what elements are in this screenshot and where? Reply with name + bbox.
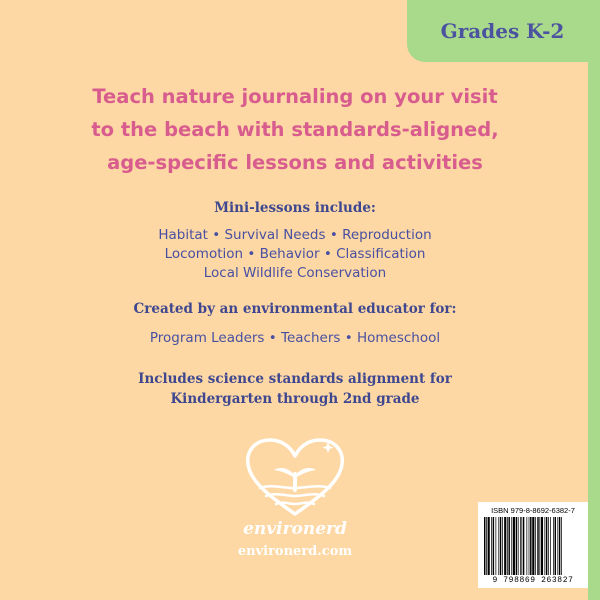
barcode-bar — [518, 517, 519, 575]
barcode-bar — [496, 517, 497, 575]
barcode-bar — [550, 517, 551, 575]
mini-lessons-line: Habitat • Survival Needs • Reproduction — [158, 227, 432, 243]
mini-lessons-title: Mini-lessons include: — [214, 200, 376, 216]
barcode-bar — [541, 517, 543, 575]
isbn-label: ISBN 979-8-8692-6382-7 — [491, 506, 575, 515]
barcode-bar — [513, 517, 515, 575]
barcode-bar — [493, 517, 494, 575]
headline-line: age-specific lessons and activities — [107, 151, 483, 174]
barcode-bar — [520, 517, 521, 575]
headline-line: Teach nature journaling on your visit — [92, 85, 498, 108]
barcode-bar — [544, 517, 545, 575]
audience-list — [40, 329, 550, 348]
headline — [40, 80, 550, 179]
barcode-bar — [486, 517, 487, 575]
barcode-bar — [526, 517, 527, 575]
mini-lessons-line: Locomotion • Behavior • Classification — [164, 246, 426, 262]
audience-line: Program Leaders • Teachers • Homeschool — [149, 330, 441, 346]
barcode-digits: 9 798869 263827 — [492, 576, 574, 585]
barcode-bars-icon — [484, 517, 582, 575]
barcode-bar — [498, 517, 499, 575]
grade-level-tab — [407, 0, 600, 62]
mini-lessons-list — [40, 226, 550, 283]
barcode-bar — [561, 517, 562, 575]
barcode-bar — [529, 517, 530, 575]
barcode-bar — [484, 517, 485, 575]
barcode-bar — [553, 517, 554, 575]
barcode-bar — [504, 517, 506, 575]
barcode-bar — [548, 517, 549, 575]
brand-url: environerd.com — [237, 544, 353, 559]
standards-line: Kindergarten through 2nd grade — [170, 391, 420, 407]
barcode-bar — [521, 517, 522, 575]
barcode-bar — [511, 517, 512, 575]
barcode-bar — [502, 517, 503, 575]
barcode-box — [478, 502, 588, 588]
barcode-bar — [546, 517, 547, 575]
barcode-bar — [500, 517, 501, 575]
barcode-bar — [488, 517, 490, 575]
barcode-bar — [516, 517, 517, 575]
barcode-bar — [530, 517, 531, 575]
barcode-bar — [555, 517, 556, 575]
side-color-strip — [588, 0, 600, 600]
brand-name: environerd — [243, 519, 347, 539]
barcode-bar — [532, 517, 534, 575]
barcode-bar — [559, 517, 560, 575]
headline-line: to the beach with standards-aligned, — [91, 118, 499, 141]
mini-lessons-line: Local Wildlife Conservation — [203, 265, 387, 281]
grade-level-label: Grades K-2 — [440, 19, 565, 43]
barcode-bar — [535, 517, 536, 575]
barcode-bar — [557, 517, 558, 575]
barcode-bar — [491, 517, 492, 575]
barcode-bar — [523, 517, 524, 575]
standards-note — [40, 369, 550, 409]
standards-line: Includes science standards alignment for — [138, 371, 452, 387]
barcode-bar — [508, 517, 509, 575]
barcode-bar — [537, 517, 538, 575]
barcode-bar — [539, 517, 540, 575]
barcode-bar — [507, 517, 508, 575]
audience-title: Created by an environmental educator for: — [133, 301, 457, 317]
